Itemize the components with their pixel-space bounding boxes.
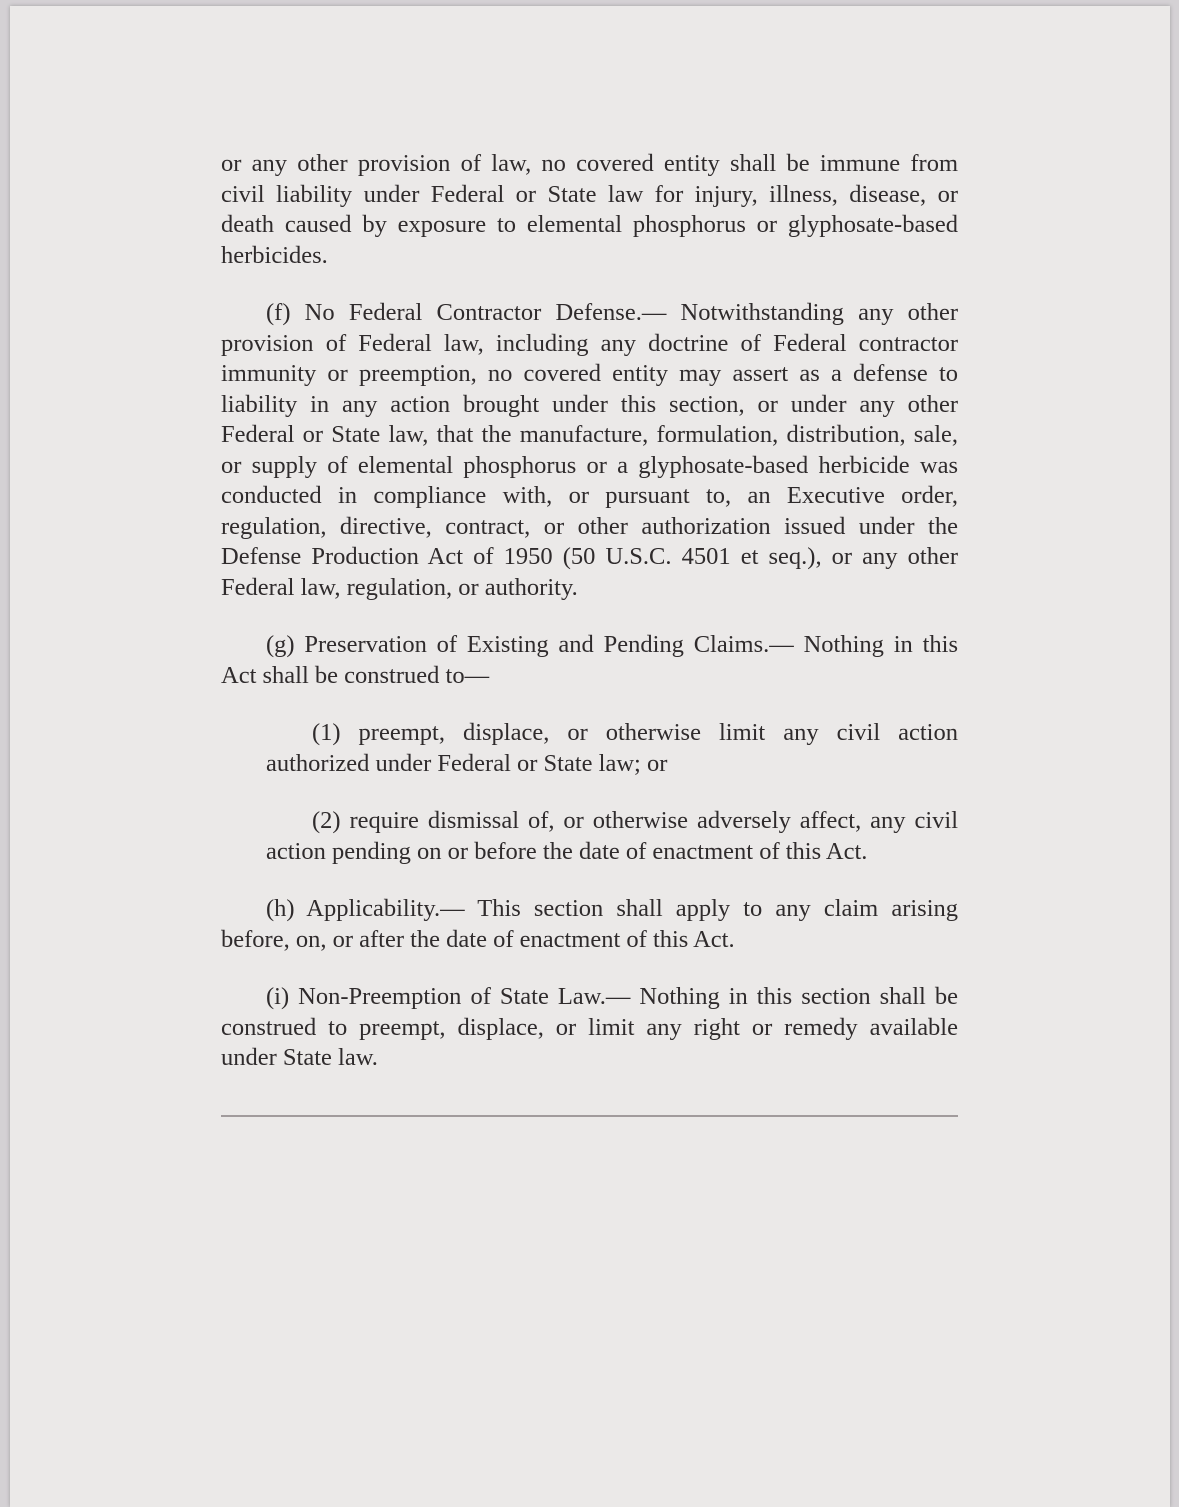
end-divider [221, 1115, 958, 1117]
paragraph-continuation: or any other provision of law, no covered entity shall be immune from civil liability under Federal or State law for injury, illness, disease, or death caused by exposure to elemental phosphorus or glyphosate-based herbicides. [221, 150, 958, 269]
paragraph-h-applicability: (h) Applicability.— This section shall apply to any claim arising before, on, or after the date of enactment of this Act. [221, 895, 958, 953]
paragraph-f-no-federal-contractor-defense: (f) No Federal Contractor Defense.— Notwithstanding any other provision of Federal law, including any doctrine of Federal contractor immunity or preemption, no covered entity may assert as a defense to liability in any action brought under this section, or under any other Federal or State law, that the manufacture, formulation, distribution, sale, or supply of elemental phosphorus or a glyphosate-based herbicide was conducted in compliance with, or pursuant to, an Executive order, regulation, directive, contract, or other authorization issued under the Defense Production Act of 1950 (50 U.S.C. 4501 et seq.), or any other Federal law, regulation, or authority. [221, 299, 958, 601]
paragraph-g-1: (1) preempt, displace, or otherwise limit any civil action authorized under Federal or State law; or [266, 719, 958, 777]
document-page [10, 6, 1170, 1507]
paragraph-i-non-preemption: (i) Non-Preemption of State Law.— Nothing in this section shall be construed to preempt, displace, or limit any right or remedy available under State law. [221, 983, 958, 1071]
paragraph-g-2: (2) require dismissal of, or otherwise adversely affect, any civil action pending on or before the date of enactment of this Act. [266, 807, 958, 865]
document-body [221, 149, 958, 1101]
paragraph-g-preservation-of-claims: (g) Preservation of Existing and Pending Claims.— Nothing in this Act shall be construed to— [221, 631, 958, 689]
